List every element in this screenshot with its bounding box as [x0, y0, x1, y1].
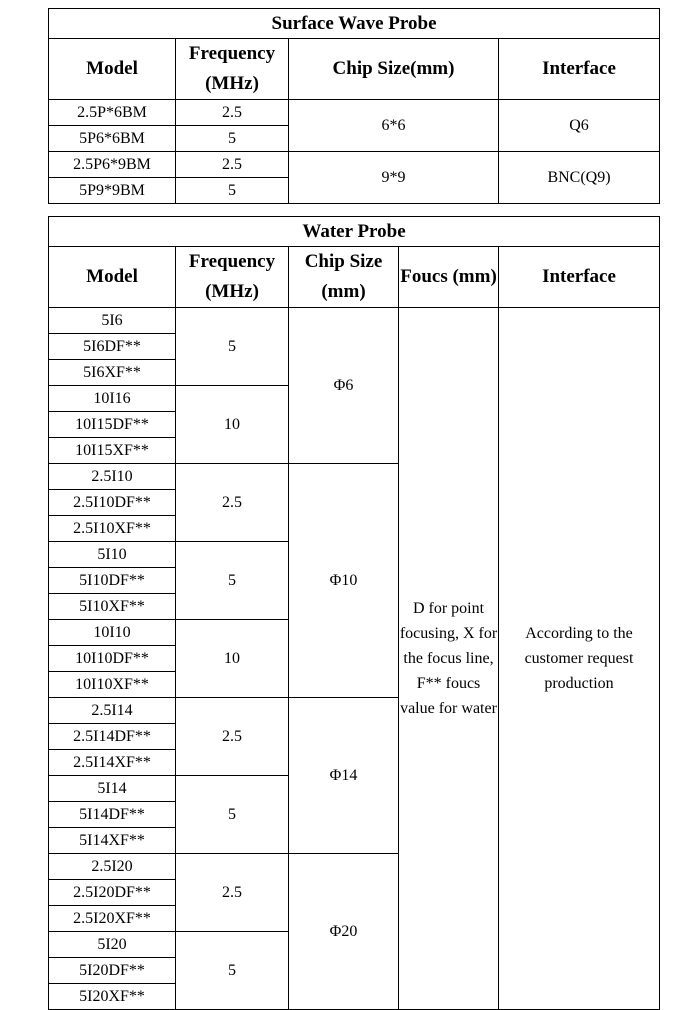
chip-size-cell: Φ6: [289, 308, 399, 464]
model-cell: 2.5I20: [49, 854, 176, 880]
model-cell: 10I16: [49, 386, 176, 412]
model-cell: 5P9*9BM: [49, 178, 176, 204]
interface-cell: BNC(Q9): [499, 152, 660, 204]
model-cell: 10I10: [49, 620, 176, 646]
model-cell: 5I20: [49, 932, 176, 958]
frequency-cell: 2.5: [176, 854, 289, 932]
model-cell: 5P6*6BM: [49, 126, 176, 152]
frequency-cell: 10: [176, 386, 289, 464]
model-cell: 5I6XF**: [49, 360, 176, 386]
header-chip-size: Chip Size (mm): [289, 247, 399, 308]
frequency-cell: 2.5: [176, 698, 289, 776]
model-cell: 5I6DF**: [49, 334, 176, 360]
model-cell: 2.5I10: [49, 464, 176, 490]
model-cell: 2.5I14: [49, 698, 176, 724]
frequency-cell: 2.5: [176, 152, 289, 178]
model-cell: 5I14XF**: [49, 828, 176, 854]
header-focus: Foucs (mm): [399, 247, 499, 308]
model-cell: 5I20DF**: [49, 958, 176, 984]
frequency-cell: 2.5: [176, 100, 289, 126]
header-model: Model: [49, 247, 176, 308]
surface-wave-probe-table: [48, 8, 660, 204]
chip-size-cell: Φ10: [289, 464, 399, 698]
frequency-cell: 5: [176, 308, 289, 386]
model-cell: 2.5I20DF**: [49, 880, 176, 906]
frequency-cell: 5: [176, 776, 289, 854]
chip-size-cell: Φ20: [289, 854, 399, 1010]
model-cell: 10I15XF**: [49, 438, 176, 464]
model-cell: 2.5I10DF**: [49, 490, 176, 516]
header-model: Model: [49, 39, 176, 100]
interface-cell: Q6: [499, 100, 660, 152]
interface-note-cell: According to the customer request production: [499, 308, 660, 1010]
water-table-title: Water Probe: [49, 217, 660, 247]
header-interface: Interface: [499, 39, 660, 100]
model-cell: 2.5P*6BM: [49, 100, 176, 126]
model-cell: 2.5I20XF**: [49, 906, 176, 932]
model-cell: 5I6: [49, 308, 176, 334]
frequency-cell: 5: [176, 178, 289, 204]
header-chip-size: Chip Size(mm): [289, 39, 499, 100]
frequency-cell: 5: [176, 932, 289, 1010]
model-cell: 10I15DF**: [49, 412, 176, 438]
focus-note-cell: D for point focusing, X for the focus line, F** foucs value for water: [399, 308, 499, 1010]
frequency-cell: 5: [176, 126, 289, 152]
surface-table-title: Surface Wave Probe: [49, 9, 660, 39]
model-cell: 5I10DF**: [49, 568, 176, 594]
frequency-cell: 2.5: [176, 464, 289, 542]
chip-size-cell: 9*9: [289, 152, 499, 204]
model-cell: 2.5I10XF**: [49, 516, 176, 542]
model-cell: 10I10XF**: [49, 672, 176, 698]
model-cell: 2.5I14XF**: [49, 750, 176, 776]
model-cell: 5I10: [49, 542, 176, 568]
model-cell: 5I20XF**: [49, 984, 176, 1010]
model-cell: 5I10XF**: [49, 594, 176, 620]
model-cell: 2.5P6*9BM: [49, 152, 176, 178]
header-interface: Interface: [499, 247, 660, 308]
chip-size-cell: 6*6: [289, 100, 499, 152]
header-frequency: Frequency (MHz): [176, 247, 289, 308]
frequency-cell: 5: [176, 542, 289, 620]
model-cell: 5I14DF**: [49, 802, 176, 828]
model-cell: 2.5I14DF**: [49, 724, 176, 750]
frequency-cell: 10: [176, 620, 289, 698]
water-probe-table: [48, 216, 660, 1010]
model-cell: 5I14: [49, 776, 176, 802]
chip-size-cell: Φ14: [289, 698, 399, 854]
model-cell: 10I10DF**: [49, 646, 176, 672]
header-frequency: Frequency (MHz): [176, 39, 289, 100]
